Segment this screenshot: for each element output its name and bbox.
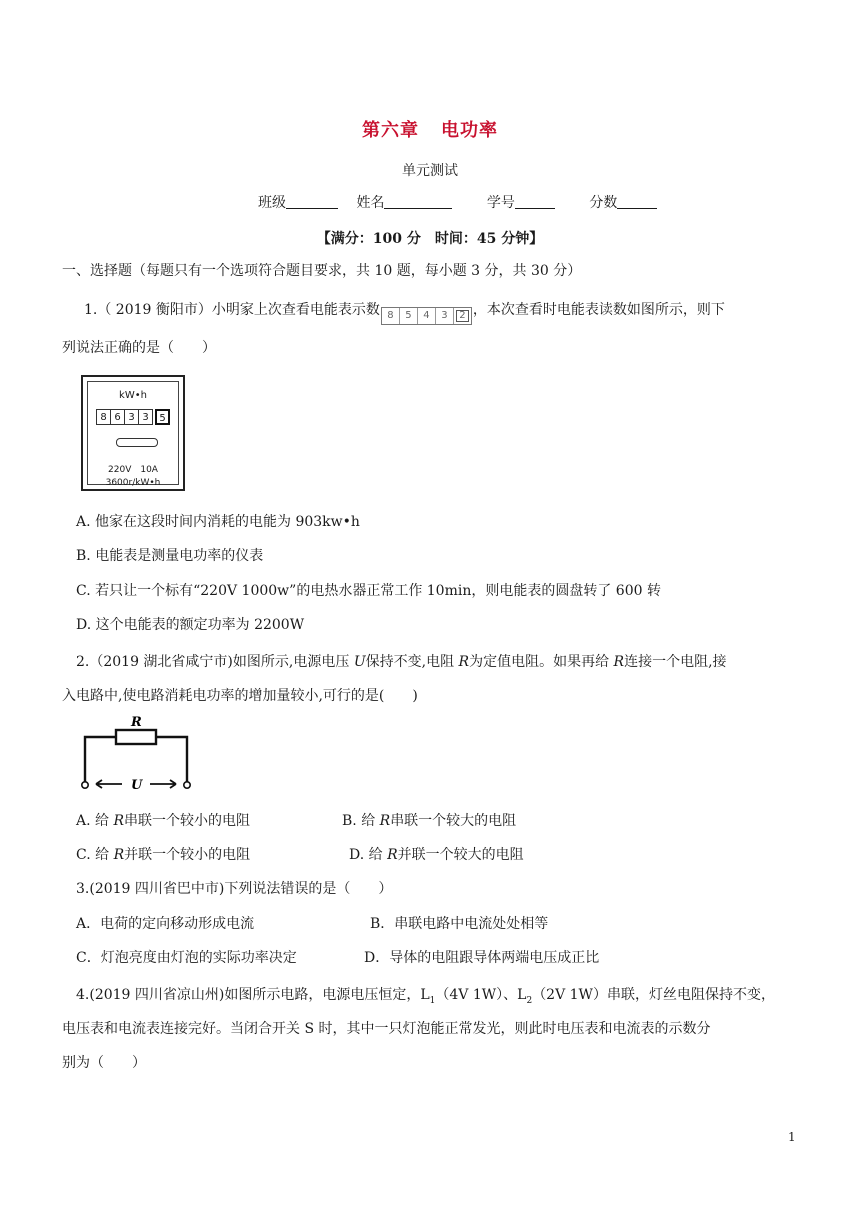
q2-var-r: R — [113, 847, 125, 863]
q1-option-c: C. 若只让一个标有“220V 1000w”的电热水器正常工作 10min，则电能表的圆盘转了 600 转 — [76, 583, 661, 599]
score-label: 分数 — [589, 195, 618, 211]
q1-stem-a: 1.（ 2019 衡阳市）小明家上次查看电能表示数 — [84, 302, 380, 318]
meter-digit: 3 — [124, 409, 139, 425]
prev-digit: 3 — [436, 308, 454, 324]
option-text: D. 给 — [349, 847, 388, 863]
q4-stem-line3: 别为（ ） — [62, 1055, 146, 1071]
meter-face — [87, 381, 179, 488]
class-label: 班级 — [258, 195, 286, 211]
energy-meter-figure — [81, 375, 185, 491]
q2-option-b — [342, 811, 516, 831]
arrow-left-icon — [96, 780, 122, 788]
q2-var-r: R — [379, 813, 391, 829]
l1-subscript: 1 — [429, 995, 436, 1006]
option-text: 并联一个较小的电阻 — [124, 847, 251, 863]
meter-rating: 220V 10A — [108, 465, 158, 475]
q1-stem-line2: 列说法正确的是（ ） — [62, 340, 216, 356]
q2-option-c — [76, 845, 250, 865]
score-blank — [617, 194, 657, 209]
q2-stem-text: 2.（2019 湖北省咸宁市)如图所示,电源电压 — [76, 654, 354, 670]
q1-option-d: D. 这个电能表的额定功率为 2200W — [76, 617, 305, 633]
chapter-topic: 电功率 — [441, 120, 498, 141]
q3-option-d: D．导体的电阻跟导体两端电压成正比 — [364, 950, 600, 966]
meter-disc-icon — [116, 438, 158, 447]
q4-stem-line2: 电压表和电流表连接完好。当闭合开关 S 时，其中一只灯泡能正常发光，则此时电压表和电流表的示数分 — [62, 1021, 711, 1037]
previous-meter-reading — [381, 307, 472, 325]
q3-option-c: C．灯泡亮度由灯泡的实际功率决定 — [76, 950, 297, 966]
voltage-label: U — [131, 778, 143, 792]
student-info-fields — [258, 192, 657, 212]
meter-digits — [96, 409, 169, 425]
meter-digit: 8 — [96, 409, 111, 425]
name-blank — [384, 194, 452, 209]
q2-var-u: U — [353, 654, 366, 670]
option-text: C. 给 — [76, 847, 114, 863]
student-id-label: 学号 — [486, 195, 515, 211]
page-subtitle: 单元测试 — [402, 163, 458, 179]
class-blank — [286, 194, 338, 209]
score-field — [589, 192, 657, 212]
option-text: 串联一个较小的电阻 — [124, 813, 251, 829]
prev-digit: 5 — [400, 308, 418, 324]
meter-digit-decimal: 5 — [155, 409, 170, 425]
student-id-field — [487, 192, 555, 212]
section-heading: 一、选择题（每题只有一个选项符合题目要求，共 10 题，每小题 3 分，共 30 分） — [62, 263, 582, 279]
q4-stem-text: （4V 1W）、L — [435, 987, 527, 1003]
prev-digit-decimal: 2 — [454, 308, 471, 324]
meter-digit: 3 — [138, 409, 153, 425]
q2-stem-text: 连接一个电阻,接 — [624, 654, 727, 670]
q2-stem-line1 — [76, 652, 727, 672]
option-text: 串联一个较大的电阻 — [390, 813, 517, 829]
arrow-right-icon — [150, 780, 176, 788]
q2-option-d — [349, 845, 524, 865]
q2-stem-line2: 入电路中,使电路消耗电功率的增加量较小,可行的是( ) — [62, 688, 418, 704]
q3-stem: 3.(2019 四川省巴中市)下列说法错误的是（ ） — [76, 881, 393, 897]
student-id-blank — [515, 194, 555, 209]
q2-option-a — [76, 811, 250, 831]
class-field — [258, 192, 338, 212]
q1-stem-line1 — [84, 300, 725, 325]
page-number: 1 — [788, 1130, 796, 1144]
q1-option-b: B. 电能表是测量电功率的仪表 — [76, 548, 264, 564]
option-text: A. 给 — [76, 813, 114, 829]
meter-constant: 3600r/kW•h — [105, 478, 161, 488]
option-text: 并联一个较大的电阻 — [397, 847, 524, 863]
q1-stem-b: ，本次查看时电能表读数如图所示，则下 — [472, 302, 725, 318]
name-label: 姓名 — [356, 195, 385, 211]
prev-digit: 8 — [382, 308, 400, 324]
score-time-line: 【满分：100 分 时间：45 分钟】 — [316, 231, 544, 247]
q3-option-a: A．电荷的定向移动形成电流 — [76, 916, 255, 932]
q2-var-r: R — [613, 654, 625, 670]
resistor-icon — [116, 730, 156, 744]
resistor-label: R — [131, 715, 142, 730]
terminal-right-icon — [184, 782, 190, 788]
terminal-left-icon — [82, 782, 88, 788]
q4-stem-text: （2V 1W）串联，灯丝电阻保持不变， — [532, 987, 775, 1003]
q2-stem-text: 保持不变,电阻 — [365, 654, 459, 670]
q4-stem-text: 4.(2019 四川省凉山州)如图所示电路，电源电压恒定，L — [76, 987, 430, 1003]
q2-var-r: R — [387, 847, 398, 863]
meter-unit: kW•h — [119, 390, 147, 401]
q2-var-r: R — [458, 654, 470, 670]
q2-stem-text: 为定值电阻。如果再给 — [469, 654, 614, 670]
prev-digit: 4 — [418, 308, 436, 324]
q4-stem-line1 — [76, 985, 775, 1011]
chapter-label: 第六章 — [362, 120, 419, 141]
q2-var-r: R — [113, 813, 125, 829]
name-field — [356, 192, 452, 212]
q1-option-a: A. 他家在这段时间内消耗的电能为 903kw•h — [76, 514, 360, 530]
q2-circuit-diagram — [78, 712, 198, 792]
q3-option-b: B．串联电路中电流处处相等 — [370, 916, 549, 932]
page-title — [0, 116, 860, 142]
l2-subscript: 2 — [526, 995, 533, 1006]
option-text: B. 给 — [342, 813, 380, 829]
meter-digit: 6 — [110, 409, 125, 425]
